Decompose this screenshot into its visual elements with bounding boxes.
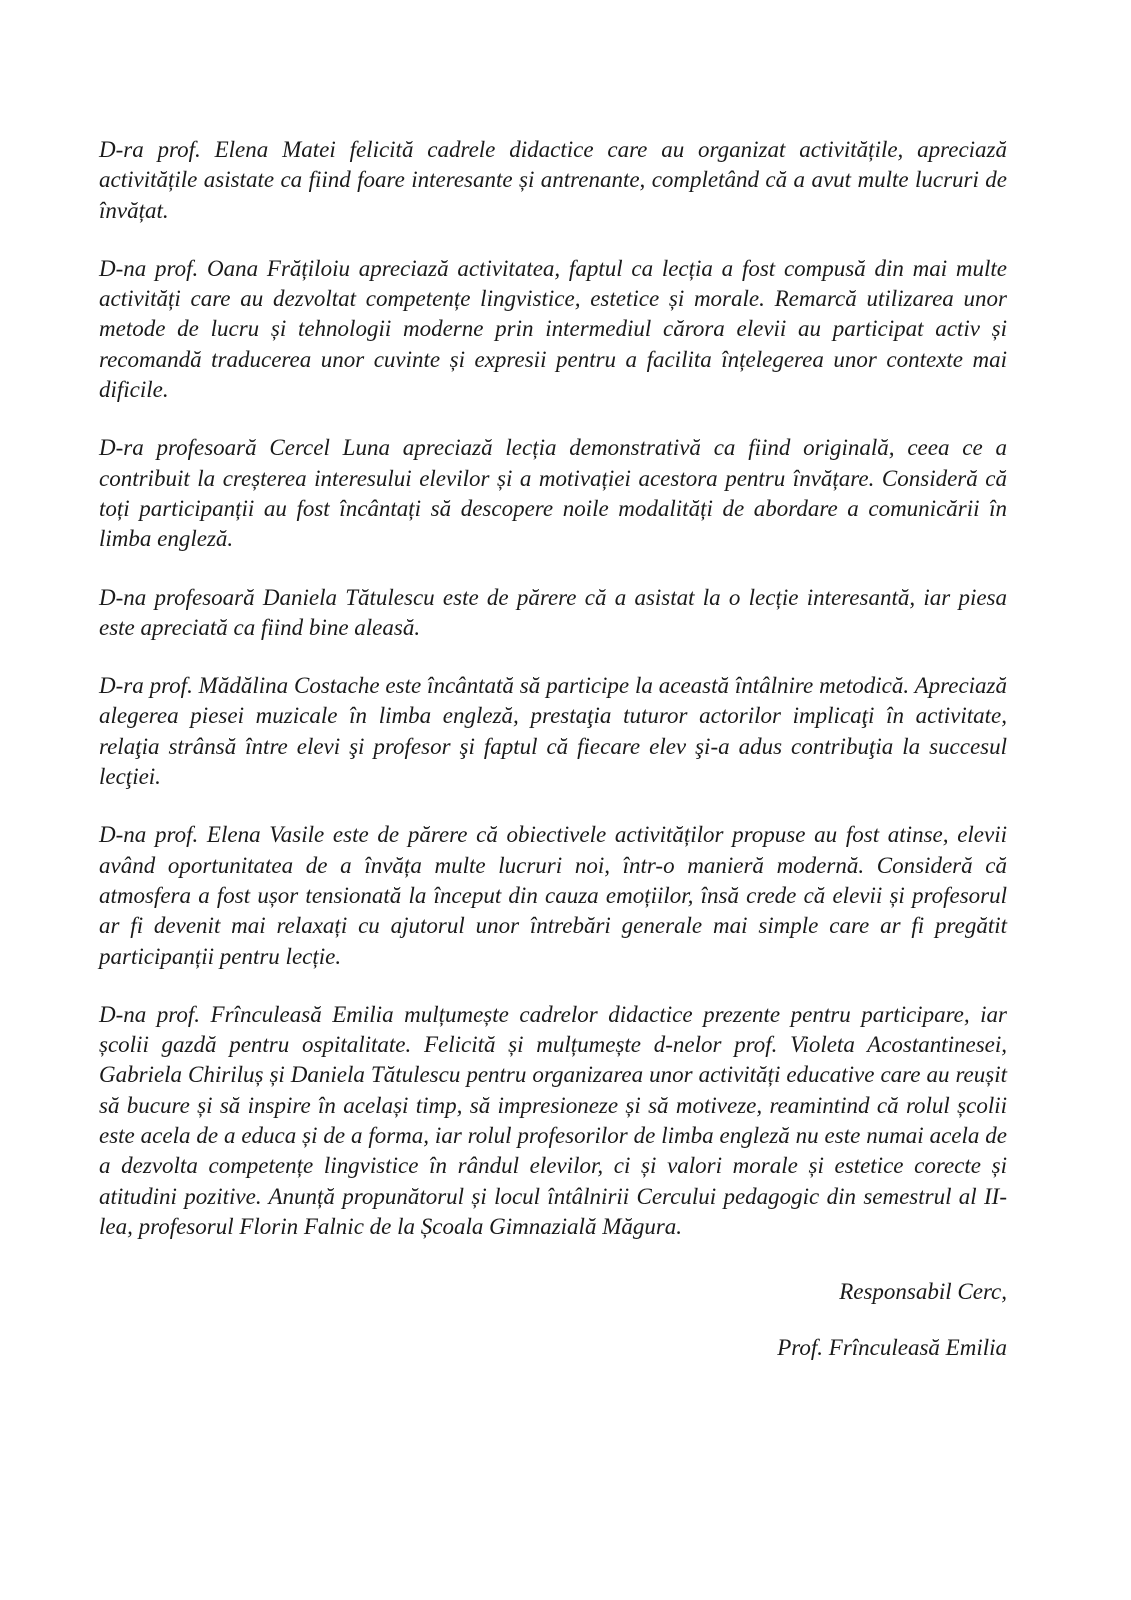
paragraph-frinculeasa-emilia: D-na prof. Frînculeasă Emilia mulțumește cadrelor didactice prezente pentru participare, iar școlii gazdă pentru ospitalitate. Felicită și mulțumește d-nelor prof. Violeta Acostantinesei, Gabriela Chiriluș și Daniela Tătulescu pentru organizarea unor activități educative care au reușit să bucure și să inspire în același timp, să impresioneze și să motiveze, reamintind că rolul școlii este acela de a educa și de a forma, iar rolul profesorilor de limba engleză nu este numai acela de a dezvolta competențe lingvistice în rândul elevilor, ci și valori morale și estetice corecte și atitudini pozitive. Anunță propunătorul și locul întâlnirii Cercului pedagogic din semestrul al II-lea, profesorul Florin Falnic de la Școala Gimnazială Măgura. <box>99 1001 1007 1239</box>
paragraph-madalina-costache: D-ra prof. Mădălina Costache este încântată să participe la această întâlnire metodică. Apreciază alegerea piesei muzicale în limba engleză, prestaţia tuturor actorilor implicaţi în activitate, relaţia strânsă între elevi şi profesor şi faptul că fiecare elev şi-a adus contribuţia la succesul lecţiei. <box>99 673 1007 790</box>
signature-name: Prof. Frînculeasă Emilia <box>777 1335 1007 1360</box>
signature-role: Responsabil Cerc, <box>839 1279 1007 1304</box>
paragraph-oana-fratiloiu: D-na prof. Oana Frățiloiu apreciază activitatea, faptul ca lecția a fost compusă din mai multe activități care au dezvoltat competențe lingvistice, estetice și morale. Remarcă utilizarea unor metode de lucru și tehnologii moderne prin intermediul cărora elevii au participat activ și recomandă traducerea unor cuvinte și expresii pentru a facilita înțelegerea unor contexte mai dificile. <box>99 255 1007 403</box>
paragraph-cercel-luna: D-ra profesoară Cercel Luna apreciază lecția demonstrativă ca fiind originală, ceea ce a contribuit la creșterea interesului elevilor și a motivației acestora pentru învățare. Consideră că toți participanții au fost încântați să descopere noile modalități de abordare a comunicării în limba engleză. <box>99 435 1007 552</box>
paragraph-daniela-tatulescu: D-na profesoară Daniela Tătulescu este de părere că a asistat la o lecție interesantă, iar piesa este apreciată ca fiind bine aleasă. <box>99 584 1007 640</box>
document-body <box>99 135 1007 1270</box>
paragraph-elena-vasile: D-na prof. Elena Vasile este de părere că obiectivele activităților propuse au fost atinse, elevii având oportunitatea de a învăța multe lucruri noi, într-o manieră modernă. Consideră că atmosfera a fost ușor tensionată la început din cauza emoțiilor, însă crede că elevii și profesorul ar fi devenit mai relaxați cu ajutorul unor întrebări generale mai simple care ar fi pregătit participanții pentru lecție. <box>99 822 1007 969</box>
paragraph-elena-matei: D-ra prof. Elena Matei felicită cadrele didactice care au organizat activitățile, apreciază activitățile asistate ca fiind foare interesante și antrenante, completând că a avut multe lucruri de învățat. <box>99 137 1007 223</box>
